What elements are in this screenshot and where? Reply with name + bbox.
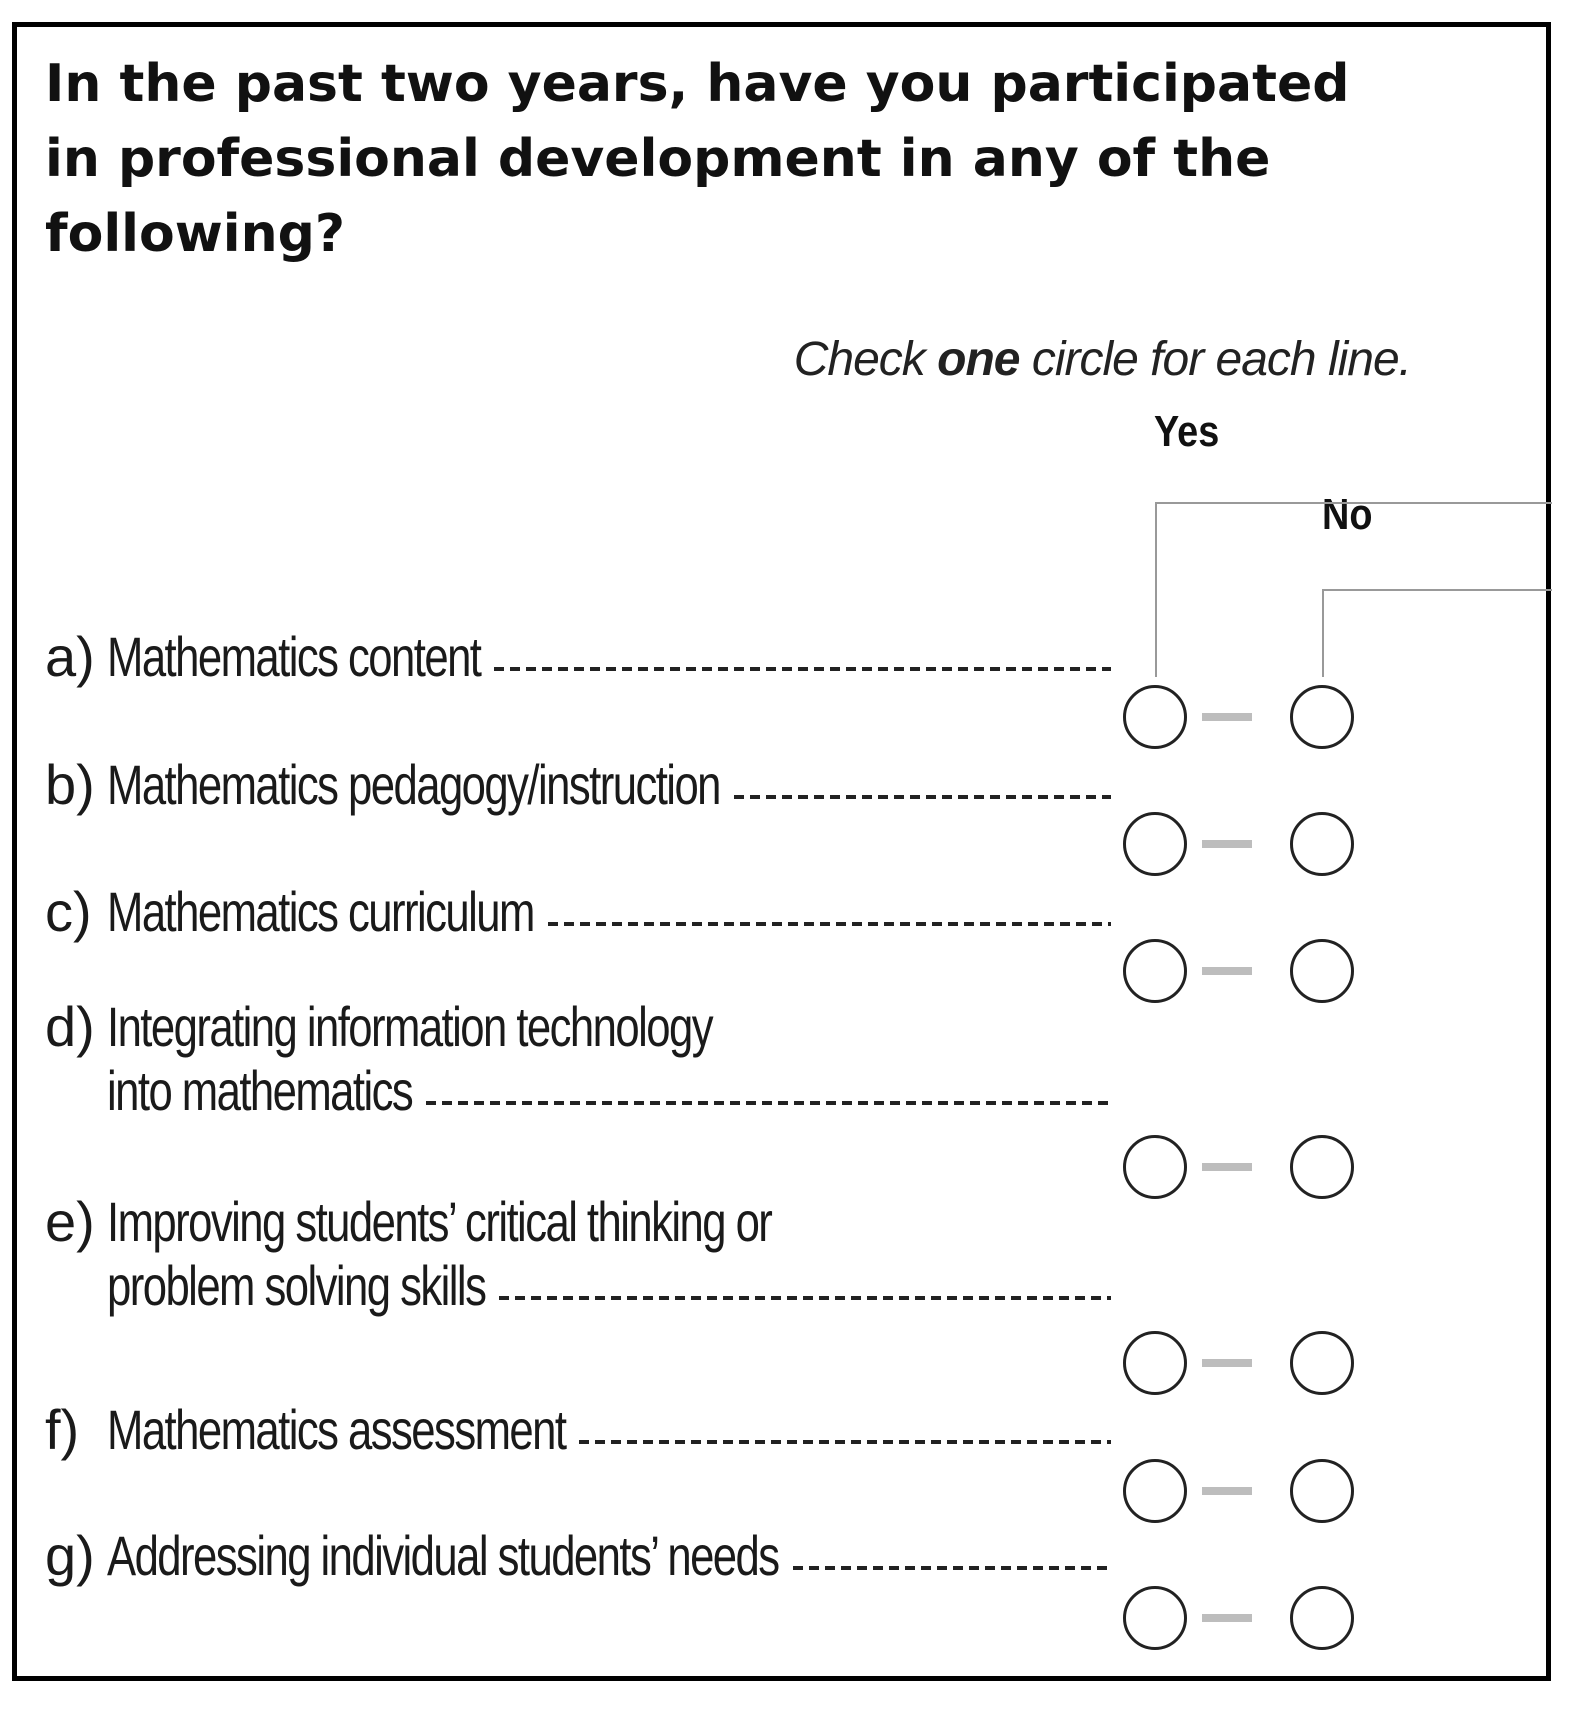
no-radio[interactable] — [1290, 1331, 1354, 1395]
item-label: Integrating information technology — [107, 995, 712, 1058]
item-label: into mathematics — [107, 1059, 413, 1122]
item-label: Improving students’ critical thinking or — [107, 1190, 772, 1253]
dotted-leader — [579, 1440, 1111, 1444]
no-column-bracket — [1322, 589, 1552, 677]
item-letter: d) — [45, 995, 95, 1058]
radio-connector — [1202, 1487, 1252, 1495]
item-label: Mathematics content — [107, 625, 481, 688]
dotted-leader — [548, 922, 1111, 926]
radio-connector — [1202, 967, 1252, 975]
item-a — [45, 625, 1115, 689]
yes-radio[interactable] — [1123, 1586, 1187, 1650]
item-line — [45, 1190, 1115, 1254]
item-d — [45, 995, 1115, 1123]
yes-radio[interactable] — [1123, 1459, 1187, 1523]
item-c — [45, 880, 1115, 944]
item-letter: g) — [45, 1524, 95, 1587]
radio-connector — [1202, 1359, 1252, 1367]
item-line — [45, 1254, 1115, 1318]
radio-connector — [1202, 713, 1252, 721]
dotted-leader — [793, 1566, 1111, 1570]
item-letter: a) — [45, 625, 95, 688]
item-label: Mathematics curriculum — [107, 880, 534, 943]
item-line — [45, 880, 1115, 944]
item-line — [45, 995, 1115, 1059]
yes-radio[interactable] — [1123, 939, 1187, 1003]
question-frame — [12, 22, 1551, 1681]
item-label: Addressing individual students’ needs — [107, 1524, 779, 1587]
no-column-label: No — [1322, 490, 1373, 539]
item-letter: f) — [45, 1398, 80, 1461]
dotted-leader — [426, 1101, 1111, 1105]
instruction-before: Check — [793, 333, 938, 386]
item-label: Mathematics assessment — [107, 1398, 566, 1461]
item-e — [45, 1190, 1115, 1318]
no-radio[interactable] — [1290, 685, 1354, 749]
yes-radio[interactable] — [1123, 1135, 1187, 1199]
radio-connector — [1202, 1614, 1252, 1622]
item-letter: e) — [45, 1190, 95, 1253]
radio-connector — [1202, 1163, 1252, 1171]
item-letter: c) — [45, 880, 92, 943]
no-radio[interactable] — [1290, 939, 1354, 1003]
dotted-leader — [734, 795, 1111, 799]
yes-radio[interactable] — [1123, 1331, 1187, 1395]
instruction-after: circle for each line. — [1019, 333, 1411, 386]
item-g — [45, 1524, 1115, 1588]
yes-column-label: Yes — [1154, 407, 1220, 456]
no-radio[interactable] — [1290, 1459, 1354, 1523]
item-line — [45, 1398, 1115, 1462]
yes-radio[interactable] — [1123, 812, 1187, 876]
item-line — [45, 1524, 1115, 1588]
no-radio[interactable] — [1290, 812, 1354, 876]
item-line — [45, 1059, 1115, 1123]
instruction-emphasis: one — [937, 333, 1020, 386]
item-line — [45, 625, 1115, 689]
no-radio[interactable] — [1290, 1135, 1354, 1199]
item-label: Mathematics pedagogy/instruction — [107, 753, 720, 816]
instruction-text — [794, 332, 1411, 387]
item-label: problem solving skills — [107, 1254, 486, 1317]
dotted-leader — [494, 667, 1111, 671]
item-f — [45, 1398, 1115, 1462]
radio-connector — [1202, 840, 1252, 848]
no-radio[interactable] — [1290, 1586, 1354, 1650]
dotted-leader — [499, 1296, 1111, 1300]
question-text: In the past two years, have you participated in professional development in any of the following? — [45, 54, 1350, 264]
item-line — [45, 753, 1115, 817]
item-b — [45, 753, 1115, 817]
item-letter: b) — [45, 753, 95, 816]
yes-radio[interactable] — [1123, 685, 1187, 749]
